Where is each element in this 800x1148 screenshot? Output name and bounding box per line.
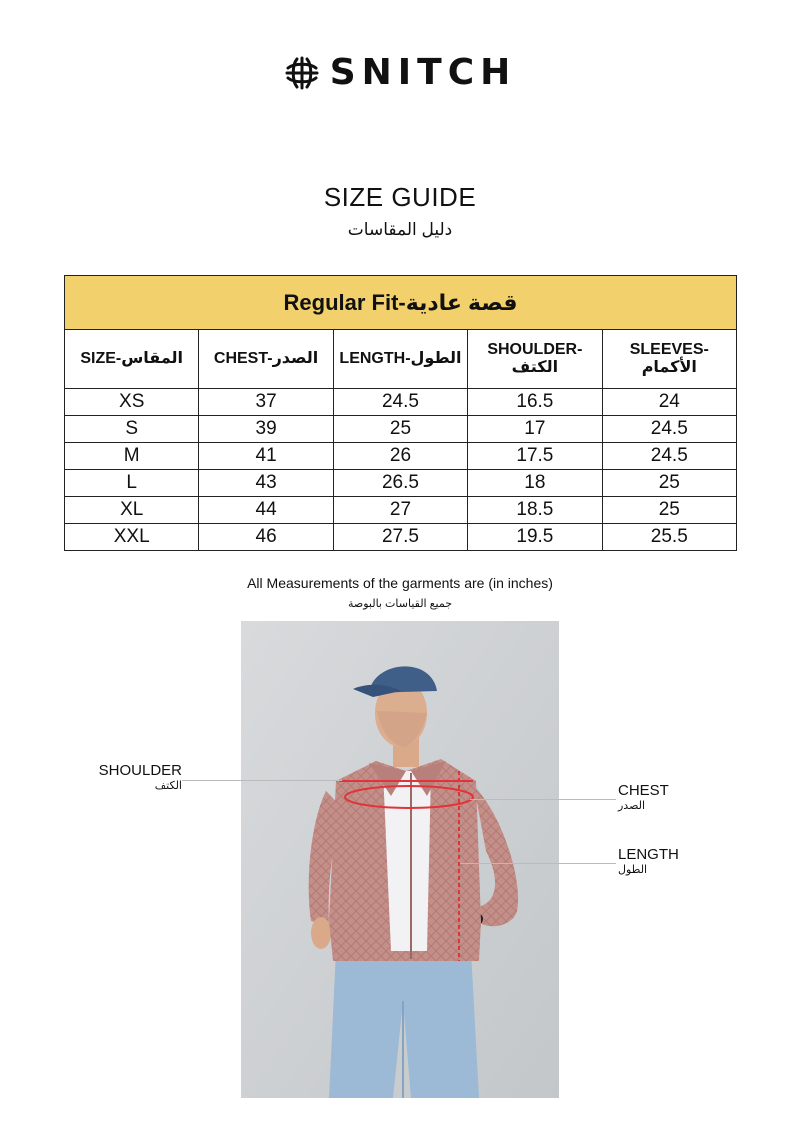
table-cell: XL	[65, 497, 199, 524]
table-cell: 39	[199, 416, 333, 443]
table-cell: 46	[199, 524, 333, 551]
length-leader-line	[460, 863, 616, 864]
page-title: SIZE GUIDE	[323, 182, 477, 212]
model-photo	[241, 621, 559, 1098]
table-cell: 24.5	[333, 389, 467, 416]
shoulder-annotation	[96, 762, 182, 793]
table-cell: 25.5	[602, 524, 736, 551]
fit-header: Regular Fit-قصة عادية	[65, 276, 737, 330]
table-cell: 41	[199, 443, 333, 470]
hash-grid-icon	[284, 55, 320, 91]
chest-annotation	[618, 782, 669, 813]
table-cell: 37	[199, 389, 333, 416]
column-header-size: SIZE-المقاس	[65, 330, 199, 389]
table-cell: 16.5	[468, 389, 602, 416]
table-row	[65, 470, 737, 497]
table-cell: 25	[602, 470, 736, 497]
table-cell: 18	[468, 470, 602, 497]
column-header-length: LENGTH-الطول	[333, 330, 467, 389]
table-cell: L	[65, 470, 199, 497]
shoulder-label: SHOULDER	[98, 762, 182, 779]
column-header-row	[65, 330, 737, 389]
table-cell: 44	[199, 497, 333, 524]
measurement-note-ar: جميع القياسات بالبوصة	[347, 598, 453, 610]
table-row	[65, 497, 737, 524]
table-cell: 26.5	[333, 470, 467, 497]
table-cell: 24.5	[602, 443, 736, 470]
column-header-chest: CHEST-الصدر	[199, 330, 333, 389]
table-cell: 43	[199, 470, 333, 497]
page-subtitle-ar: دليل المقاسات	[347, 220, 453, 239]
brand-name: SNITCH	[329, 52, 517, 93]
table-cell: 27	[333, 497, 467, 524]
table-cell: M	[65, 443, 199, 470]
table-row	[65, 443, 737, 470]
table-cell: 19.5	[468, 524, 602, 551]
table-cell: XXL	[65, 524, 199, 551]
table-cell: 17	[468, 416, 602, 443]
table-cell: XS	[65, 389, 199, 416]
column-header-shoulder: SHOULDER- الكتف	[468, 330, 602, 389]
brand-logo	[0, 52, 800, 93]
size-chart-table	[64, 275, 737, 551]
length-annotation	[618, 846, 679, 877]
table-cell: 25	[602, 497, 736, 524]
table-row	[65, 416, 737, 443]
table-cell: S	[65, 416, 199, 443]
table-cell: 24	[602, 389, 736, 416]
shoulder-leader-line	[182, 780, 342, 781]
table-cell: 26	[333, 443, 467, 470]
table-cell: 24.5	[602, 416, 736, 443]
table-row	[65, 389, 737, 416]
table-cell: 18.5	[468, 497, 602, 524]
table-row	[65, 524, 737, 551]
shoulder-label-ar: الكتف	[154, 780, 182, 792]
table-cell: 25	[333, 416, 467, 443]
chest-leader-line	[470, 799, 616, 800]
table-cell: 17.5	[468, 443, 602, 470]
length-label: LENGTH	[618, 846, 679, 863]
measurement-note: All Measurements of the garments are (in inches)	[247, 575, 553, 591]
chest-label-ar: الصدر	[618, 800, 646, 812]
chest-label: CHEST	[618, 782, 669, 799]
table-cell: 27.5	[333, 524, 467, 551]
column-header-sleeves: SLEEVES- الأكمام	[602, 330, 736, 389]
length-label-ar: الطول	[618, 864, 648, 876]
